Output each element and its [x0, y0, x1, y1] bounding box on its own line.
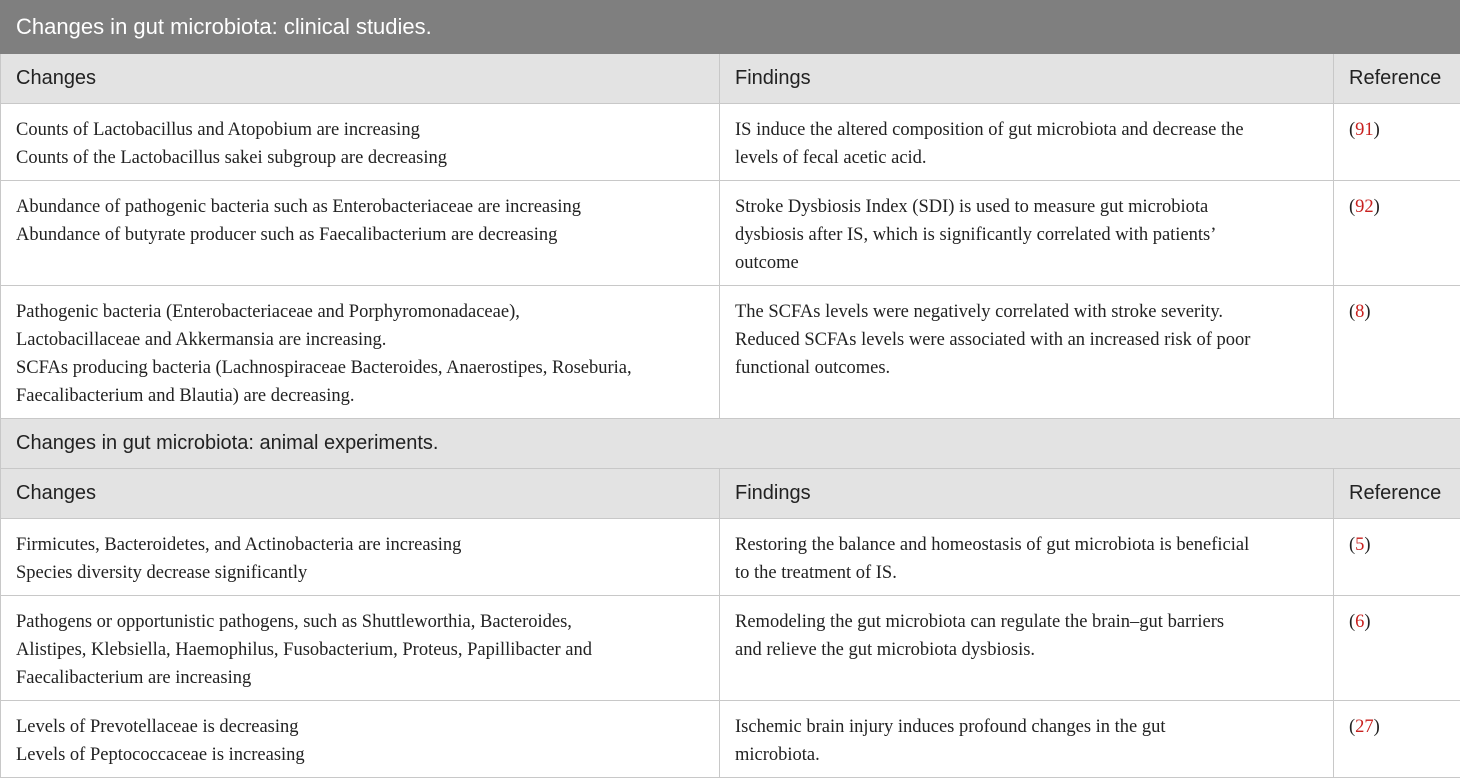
findings-line: levels of fecal acetic acid. [735, 144, 1318, 172]
header-changes: Changes [1, 469, 720, 519]
findings-line: functional outcomes. [735, 354, 1318, 382]
header-findings: Findings [720, 469, 1334, 519]
animal-section-title: Changes in gut microbiota: animal experiments. [1, 419, 1460, 469]
table-title-row [1, 1, 1460, 54]
reference-cell: (91) [1334, 104, 1460, 181]
changes-line: Levels of Peptococcaceae is increasing [16, 741, 704, 769]
changes-line: Species diversity decrease significantly [16, 559, 704, 587]
reference-cell: (92) [1334, 181, 1460, 286]
header-reference: Reference [1334, 54, 1460, 104]
table-row [1, 104, 1460, 181]
findings-cell [720, 701, 1334, 778]
animal-section-row [1, 419, 1460, 469]
header-changes: Changes [1, 54, 720, 104]
header-findings: Findings [720, 54, 1334, 104]
findings-line: and relieve the gut microbiota dysbiosis. [735, 636, 1318, 664]
findings-cell [720, 519, 1334, 596]
findings-line: Remodeling the gut microbiota can regulate the brain–gut barriers [735, 608, 1318, 636]
reference-cell: (27) [1334, 701, 1460, 778]
findings-line: dysbiosis after IS, which is significantly correlated with patients’ [735, 221, 1318, 249]
table-row [1, 701, 1460, 778]
findings-cell [720, 181, 1334, 286]
reference-cell: (6) [1334, 596, 1460, 701]
table-row [1, 596, 1460, 701]
findings-cell [720, 596, 1334, 701]
changes-line: Lactobacillaceae and Akkermansia are increasing. [16, 326, 704, 354]
findings-line: Reduced SCFAs levels were associated with an increased risk of poor [735, 326, 1318, 354]
table-row [1, 286, 1460, 419]
header-reference: Reference [1334, 469, 1460, 519]
changes-line: Pathogens or opportunistic pathogens, such as Shuttleworthia, Bacteroides, [16, 608, 704, 636]
findings-line: microbiota. [735, 741, 1318, 769]
reference-link[interactable]: 91 [1355, 120, 1374, 140]
changes-cell [1, 596, 720, 701]
findings-line: The SCFAs levels were negatively correlated with stroke severity. [735, 298, 1318, 326]
findings-line: IS induce the altered composition of gut microbiota and decrease the [735, 116, 1318, 144]
reference-cell: (5) [1334, 519, 1460, 596]
findings-line: to the treatment of IS. [735, 559, 1318, 587]
table-row [1, 519, 1460, 596]
changes-cell [1, 519, 720, 596]
reference-link[interactable]: 27 [1355, 717, 1374, 737]
reference-link[interactable]: 6 [1355, 612, 1364, 632]
changes-cell [1, 181, 720, 286]
findings-line: outcome [735, 249, 1318, 277]
reference-link[interactable]: 5 [1355, 535, 1364, 555]
reference-cell: (8) [1334, 286, 1460, 419]
findings-cell [720, 286, 1334, 419]
findings-line: Stroke Dysbiosis Index (SDI) is used to measure gut microbiota [735, 193, 1318, 221]
reference-link[interactable]: 8 [1355, 302, 1364, 322]
changes-line: SCFAs producing bacteria (Lachnospiraceae Bacteroides, Anaerostipes, Roseburia, [16, 354, 704, 382]
changes-cell [1, 286, 720, 419]
changes-line: Abundance of pathogenic bacteria such as Enterobacteriaceae are increasing [16, 193, 704, 221]
table-title: Changes in gut microbiota: clinical studies. [1, 1, 1460, 54]
findings-cell [720, 104, 1334, 181]
changes-line: Pathogenic bacteria (Enterobacteriaceae and Porphyromonadaceae), [16, 298, 704, 326]
changes-cell [1, 701, 720, 778]
findings-line: Ischemic brain injury induces profound changes in the gut [735, 713, 1318, 741]
changes-line: Counts of the Lactobacillus sakei subgroup are decreasing [16, 144, 704, 172]
changes-cell [1, 104, 720, 181]
changes-line: Firmicutes, Bacteroidetes, and Actinobacteria are increasing [16, 531, 704, 559]
reference-link[interactable]: 92 [1355, 197, 1374, 217]
changes-line: Abundance of butyrate producer such as Faecalibacterium are decreasing [16, 221, 704, 249]
animal-header-row [1, 469, 1460, 519]
findings-line: Restoring the balance and homeostasis of gut microbiota is beneficial [735, 531, 1318, 559]
changes-line: Faecalibacterium and Blautia) are decreasing. [16, 382, 704, 410]
table-row [1, 181, 1460, 286]
changes-line: Alistipes, Klebsiella, Haemophilus, Fusobacterium, Proteus, Papillibacter and [16, 636, 704, 664]
clinical-header-row [1, 54, 1460, 104]
changes-line: Faecalibacterium are increasing [16, 664, 704, 692]
changes-line: Counts of Lactobacillus and Atopobium are increasing [16, 116, 704, 144]
changes-line: Levels of Prevotellaceae is decreasing [16, 713, 704, 741]
